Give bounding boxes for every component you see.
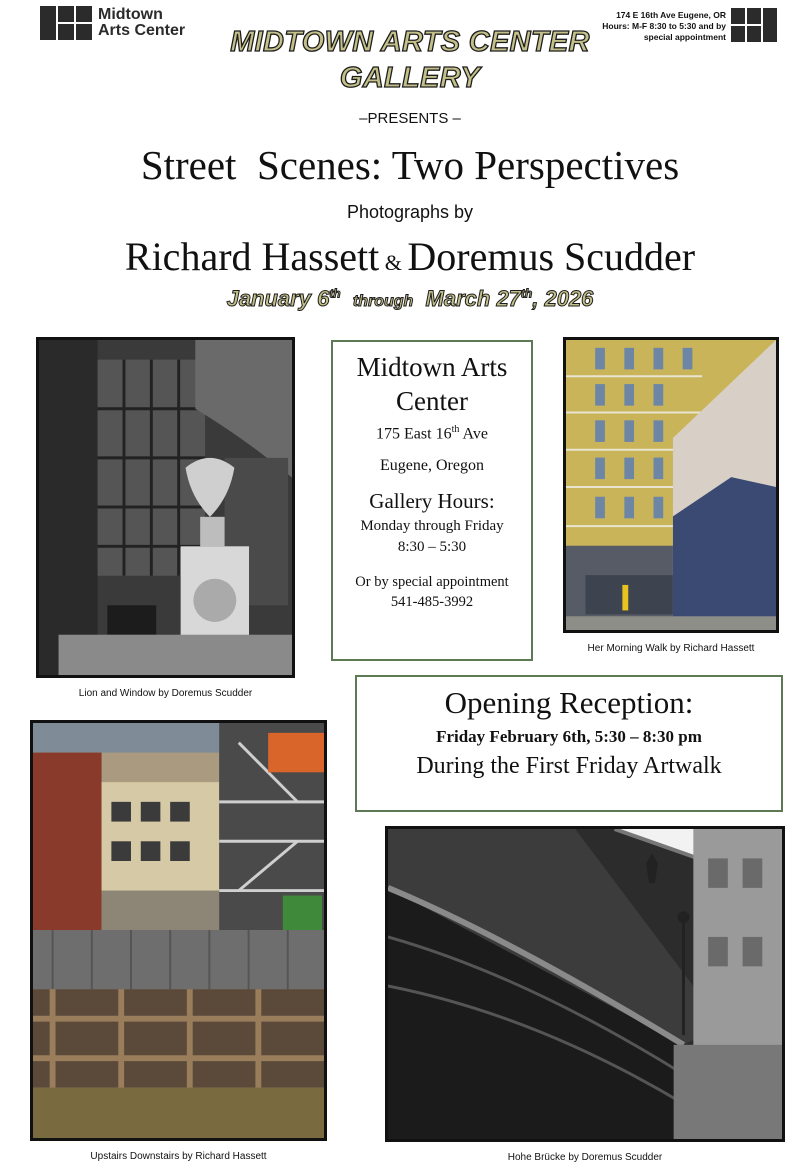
venue-name-line1: Midtown Arts [356, 352, 508, 382]
venue-name-line2: Center [396, 386, 468, 416]
gallery-title-line2: GALLERY [339, 62, 481, 94]
reception-datetime: Friday February 6th, 5:30 – 8:30 pm [436, 727, 702, 746]
photo-morning-walk-image [566, 340, 776, 630]
date-year: , 2026 [532, 286, 594, 311]
address-line1: 174 E 16th Ave Eugene, OR [616, 10, 726, 20]
date-start-sup: th [329, 286, 341, 301]
photo-lion-window-image [39, 340, 292, 675]
photo-morning-walk [563, 337, 779, 633]
gallery-hours-days: Monday through Friday [360, 518, 504, 535]
reception-event: During the First Friday Artwalk [416, 753, 722, 779]
address-line3: special appointment [643, 32, 726, 42]
gallery-hours-heading: Gallery Hours: [369, 489, 495, 514]
venue-city: Eugene, Oregon [380, 457, 484, 475]
photographs-by: Photographs by [346, 202, 474, 222]
date-end: March 27 [425, 286, 521, 311]
artist1-name: Richard Hassett [124, 234, 380, 279]
ampersand: & [379, 250, 408, 275]
reception-box [355, 675, 783, 812]
gallery-hours-time: 8:30 – 5:30 [397, 539, 467, 556]
exhibit-dates [100, 286, 720, 312]
date-start: January 6 [226, 286, 330, 311]
address-line2: Hours: M-F 8:30 to 5:30 and by [602, 21, 726, 31]
show-title: Street Scenes: Two Perspectives [140, 142, 680, 188]
appointment-note: Or by special appointment [355, 574, 509, 591]
photo-upstairs-downstairs-image [33, 723, 324, 1138]
caption-lion-window: Lion and Window by Doremus Scudder [78, 688, 253, 699]
logo-left [40, 6, 185, 40]
photo-upstairs-downstairs [30, 720, 327, 1141]
reception-heading: Opening Reception: [444, 685, 694, 720]
caption-upstairs-downstairs: Upstairs Downstairs by Richard Hassett [90, 1151, 267, 1162]
caption-hohe-brucke: Hohe Brücke by Doremus Scudder [507, 1152, 663, 1163]
caption-morning-walk: Her Morning Walk by Richard Hassett [587, 643, 755, 654]
logo-line2: Arts Center [98, 22, 186, 39]
artist-names [0, 233, 800, 280]
date-through: through [352, 293, 414, 310]
venue-street: 175 East 16th Ave [376, 424, 488, 443]
presents-label: –PRESENTS – [359, 110, 461, 127]
photo-hohe-brucke-image [388, 829, 782, 1139]
venue-name [333, 350, 531, 418]
logo-mark-right-icon [731, 8, 777, 42]
logo-mark-icon [40, 6, 92, 40]
phone-number: 541-485-3992 [390, 594, 474, 611]
venue-info-box [331, 340, 533, 661]
gallery-title [170, 24, 650, 96]
date-end-sup: th [520, 286, 533, 301]
logo-line1: Midtown [98, 6, 163, 23]
gallery-title-line1: MIDTOWN ARTS CENTER [230, 26, 590, 58]
photo-lion-window [36, 337, 295, 678]
photo-hohe-brucke [385, 826, 785, 1142]
artist2-name: Doremus Scudder [407, 234, 696, 279]
